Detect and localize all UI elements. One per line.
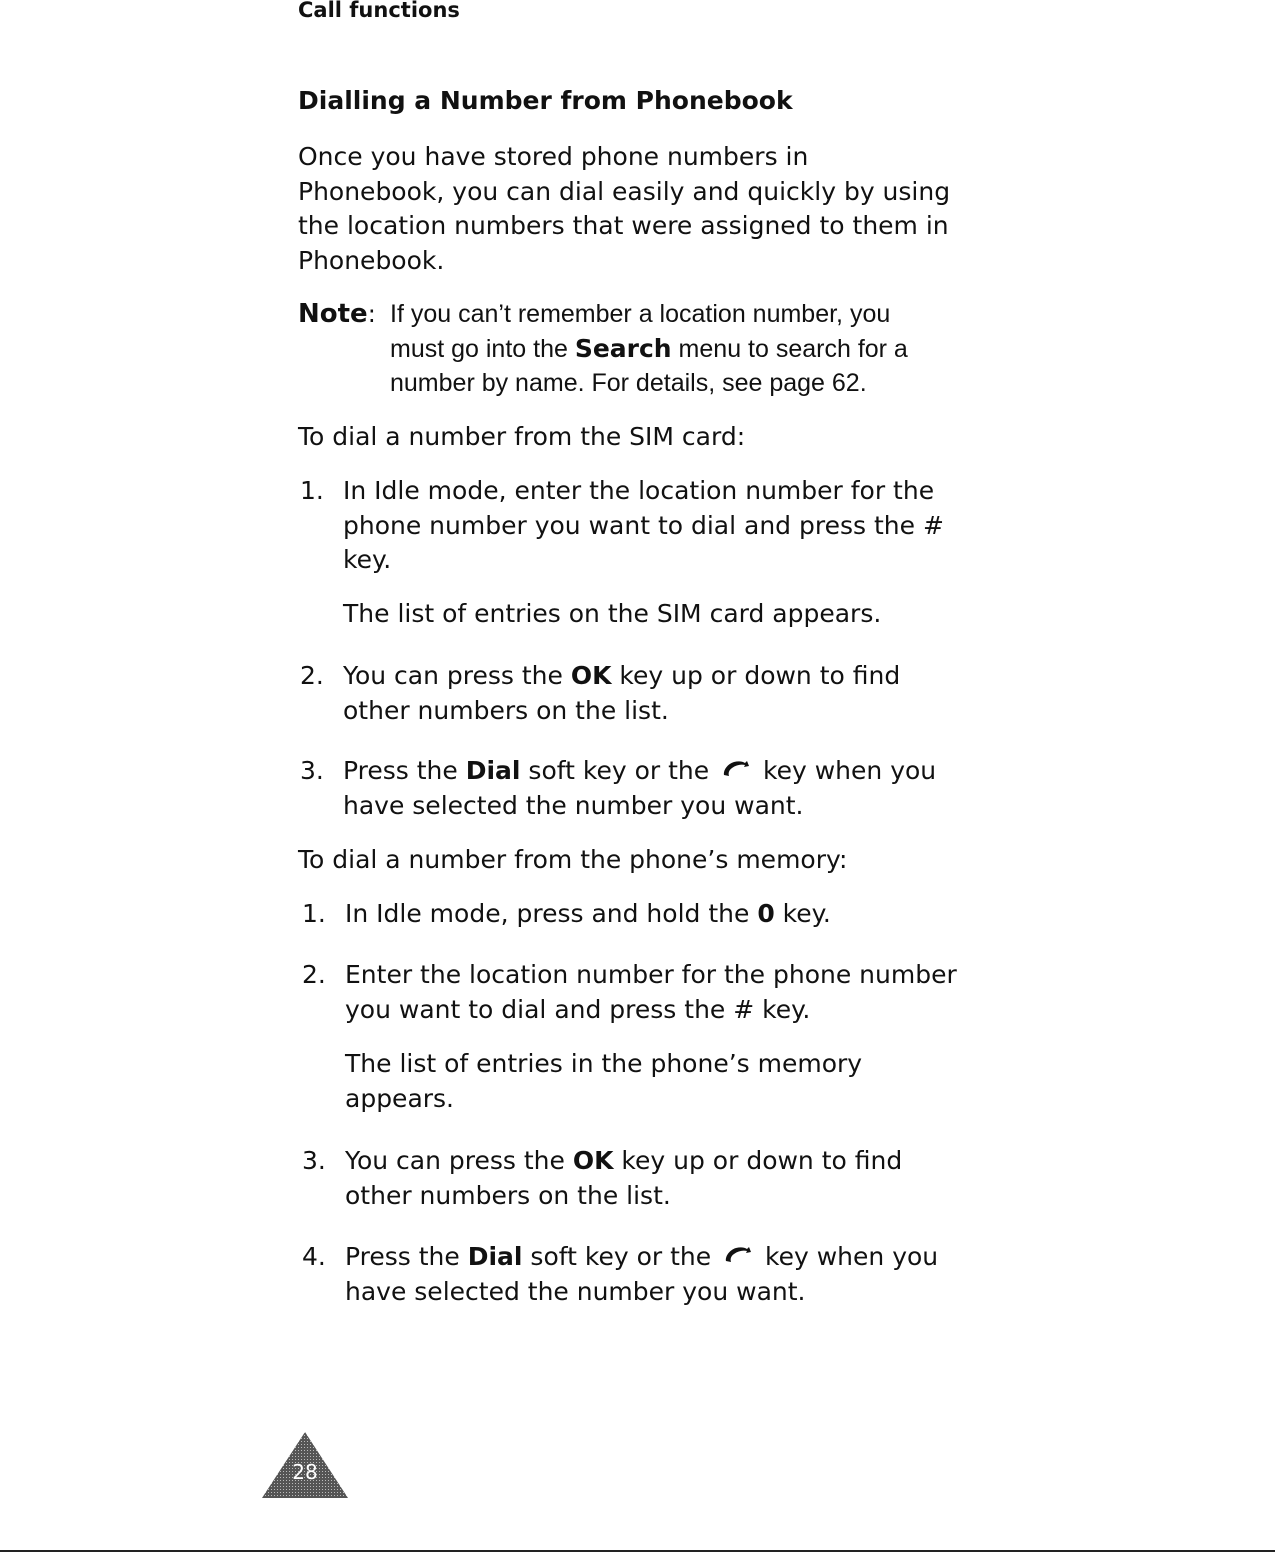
running-header: Call functions (298, 0, 460, 22)
note-body: If you can’t remember a location number, you must go into the Search menu to search for a number by name. For details, see page 62. (390, 300, 908, 397)
sim-section-heading: To dial a number from the SIM card: (298, 422, 746, 451)
intro-paragraph: Once you have stored phone numbers in Phonebook, you can dial easily and quickly by using the location numbers that were assigned to them in Phonebook. (298, 142, 951, 275)
page-number-marker (262, 1432, 348, 1498)
step-number: 3. (300, 756, 324, 785)
memory-step-1: In Idle mode, press and hold the 0 key. (345, 899, 831, 928)
step-number: 1. (302, 899, 326, 928)
bottom-rule (0, 1550, 1275, 1552)
hash-key-symbol: # (733, 994, 755, 1024)
memory-step-2-result: The list of entries in the phone’s memory appears. (345, 1049, 863, 1113)
sim-step-3: Press the Dial soft key or the key when you have selected the number you want. (343, 756, 937, 820)
step-number: 4. (302, 1242, 326, 1271)
memory-step-2: Enter the location number for the phone number you want to dial and press the # key. (345, 958, 957, 1027)
step-number: 1. (300, 476, 324, 505)
hash-key-symbol: # (922, 510, 944, 540)
phone-handset-icon (723, 1244, 753, 1266)
page-title: Dialling a Number from Phonebook (298, 86, 793, 115)
step-number: 2. (302, 960, 326, 989)
memory-step-3: You can press the OK key up or down to find other numbers on the list. (345, 1146, 903, 1210)
memory-section-heading: To dial a number from the phone’s memory: (298, 845, 848, 874)
step-number: 2. (300, 661, 324, 690)
memory-step-4: Press the Dial soft key or the key when you have selected the number you want. (345, 1242, 939, 1306)
note-label: Note: (298, 299, 376, 329)
sim-step-1-result: The list of entries on the SIM card appears. (343, 599, 882, 628)
sim-step-2: You can press the OK key up or down to find other numbers on the list. (343, 661, 901, 725)
page-number: 28 (292, 1460, 318, 1484)
step-number: 3. (302, 1146, 326, 1175)
phone-handset-icon (721, 758, 751, 780)
sim-step-1: In Idle mode, enter the location number for the phone number you want to dial and press the # key. (343, 476, 944, 574)
